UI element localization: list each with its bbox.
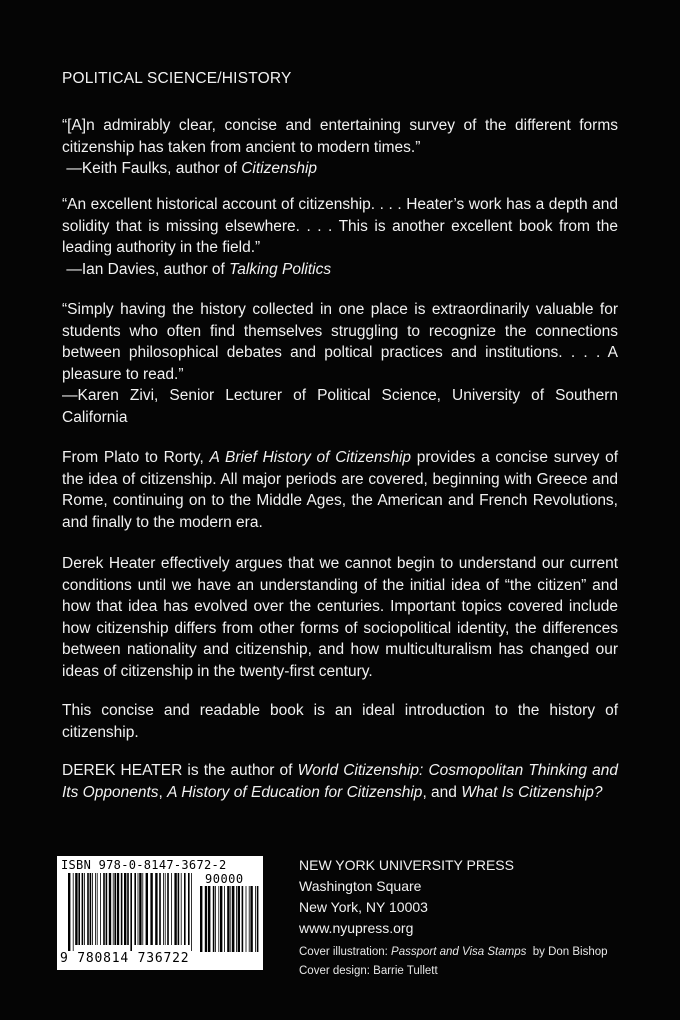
barcode-bar — [127, 873, 129, 945]
barcode-bar — [238, 886, 240, 952]
barcode-bar — [208, 886, 210, 952]
barcode-bar — [165, 873, 166, 945]
barcode-bar — [205, 886, 207, 952]
barcode-bar — [139, 873, 141, 945]
publisher-address-line-1: Washington Square — [299, 878, 422, 894]
barcode-bar — [106, 873, 108, 945]
barcode-bar — [100, 873, 101, 945]
bio-work-3: What Is Citizenship? — [461, 783, 603, 801]
desc-suffix: provides a concise survey of the idea of citizenship. All major periods are covered, beginning with Greece and Rome, continuing on to the Middle Ages, the American and French Revolutions, and finally to the modern era. — [62, 449, 619, 531]
publisher-name: NEW YORK UNIVERSITY PRESS — [299, 857, 514, 873]
barcode-bar — [124, 873, 126, 945]
barcode-bar — [255, 886, 256, 952]
bio-prefix: DEREK HEATER is the author of — [62, 762, 298, 779]
bio-separator: , and — [422, 783, 462, 801]
barcode-bar — [218, 886, 219, 952]
barcode-bar — [68, 873, 70, 951]
illustration-title: Passport and Visa Stamps — [391, 946, 527, 958]
barcode-bar — [230, 886, 231, 952]
barcode-bar — [113, 873, 114, 945]
description-paragraph-2: Derek Heater effectively argues that we cannot begin to understand our current conditions until we have an understanding of the initial idea of “the citizen” and how that idea has evolved over the centuries. Important topics covered include how citizenship differs from other forms of sociopolitical identity, the differences between nationality and citizenship, and how multiculturalism has changed our ideas of citizenship in the twenty-first century. — [62, 555, 618, 680]
cover-credits — [299, 943, 608, 980]
attribution-prefix: —Keith Faulks, author of — [66, 160, 242, 177]
barcode-bar — [73, 873, 74, 951]
barcode-bar — [174, 873, 176, 945]
barcode-bar — [150, 873, 152, 945]
barcode-bar — [246, 886, 247, 952]
bio-separator: , — [158, 783, 168, 801]
quote-attribution — [62, 259, 618, 281]
barcode-bar — [95, 873, 96, 945]
barcode-bar — [84, 873, 85, 945]
isbn-label: ISBN 978-0-8147-3672-2 — [61, 858, 227, 872]
design-credit: Cover design: Barrie Tullett — [299, 964, 438, 977]
attribution-work: Citizenship — [241, 160, 318, 177]
barcode-addon-number: 90000 — [205, 872, 244, 886]
barcode-bar — [184, 873, 186, 945]
barcode-bar — [109, 873, 111, 945]
book-title: A Brief History of Citizenship — [209, 449, 412, 466]
barcode-bar — [142, 873, 143, 945]
publisher-block — [299, 855, 514, 939]
barcode-bar — [178, 873, 180, 945]
barcode-bar — [220, 886, 222, 952]
author-bio — [62, 760, 618, 803]
barcode-bar — [138, 873, 139, 945]
barcode-bar — [232, 886, 234, 952]
credit-suffix: by Don Bishop — [526, 946, 608, 958]
quote-zivi — [62, 299, 618, 428]
bio-work-1: World Citizenship: Cosmopolitan Thinking and Its Opponents — [62, 762, 618, 801]
barcode-bar — [236, 886, 237, 952]
barcode-bar — [191, 873, 192, 951]
barcode-bar — [82, 873, 84, 945]
barcode-bar — [114, 873, 116, 945]
barcode-bar — [171, 873, 172, 945]
barcode-bar — [200, 886, 202, 952]
quote-attribution — [62, 158, 618, 180]
bio-work-2: A History of Education for Citizenship — [167, 783, 423, 801]
barcode-bar — [97, 873, 98, 945]
barcode-bar — [242, 886, 244, 952]
illustration-credit — [299, 943, 608, 962]
quote-text: “An excellent historical account of citizenship. . . . Heater’s work has a depth and solidity that is missing elsewhere. . . . This is another excellent book from the leading authority in the field.” — [62, 196, 618, 256]
quote-text: “[A]n admirably clear, concise and entertaining survey of the different forms citizenship has taken from ancient to modern times.” — [62, 117, 618, 156]
barcode-bar — [163, 873, 164, 945]
category-label: POLITICAL SCIENCE/HISTORY — [62, 70, 292, 87]
quote-faulks — [62, 115, 618, 180]
barcode-bars-addon — [199, 886, 259, 958]
barcode-bar — [188, 873, 190, 945]
ean-digits: 9 780814 736722 — [60, 951, 190, 966]
barcode-bar — [250, 886, 252, 952]
barcode-bar — [117, 873, 119, 945]
credit-prefix: Cover illustration: — [299, 946, 392, 958]
desc-prefix: From Plato to Rorty, — [62, 449, 210, 466]
barcode-bar — [78, 873, 80, 945]
quote-attribution: —Karen Zivi, Senior Lecturer of Political Science, University of Southern California — [62, 387, 618, 426]
quote-text: “Simply having the history collected in one place is extraordinarily valuable for students who often find themselves struggling to recognize the connections between philosophical debates and poltical practices and institutions. . . . A pleasure to read.” — [62, 301, 618, 383]
barcode-bar — [224, 886, 225, 952]
publisher-address-line-2: New York, NY 10003 — [299, 899, 428, 915]
barcode-bar — [257, 886, 259, 952]
description-paragraph-1 — [62, 447, 618, 533]
attribution-prefix: —Ian Davies, author of — [66, 260, 230, 278]
barcode-bar — [103, 873, 105, 945]
isbn-barcode — [57, 856, 263, 970]
barcode-bar — [155, 873, 157, 945]
barcode-bar — [90, 873, 92, 945]
barcode-bar — [146, 873, 148, 945]
publisher-website: www.nyupress.org — [299, 920, 414, 936]
barcode-bar — [134, 873, 136, 945]
barcode-bar — [75, 873, 77, 945]
barcode-bar — [213, 886, 215, 952]
barcode-bar — [92, 873, 93, 945]
barcode-bar — [121, 873, 123, 945]
barcode-bar — [227, 886, 229, 952]
barcode-bar — [181, 873, 182, 945]
barcode-bar — [167, 873, 169, 945]
barcode-bar — [87, 873, 89, 945]
quote-davies — [62, 194, 618, 280]
barcode-bar — [159, 873, 161, 945]
barcode-bars-main — [67, 873, 195, 951]
barcode-bar — [249, 886, 250, 952]
description-paragraph-3: This concise and readable book is an ideal introduction to the history of citizenship. — [62, 702, 618, 741]
attribution-work: Talking Politics — [229, 260, 332, 278]
barcode-bar — [215, 886, 216, 952]
barcode-bar — [130, 873, 132, 951]
